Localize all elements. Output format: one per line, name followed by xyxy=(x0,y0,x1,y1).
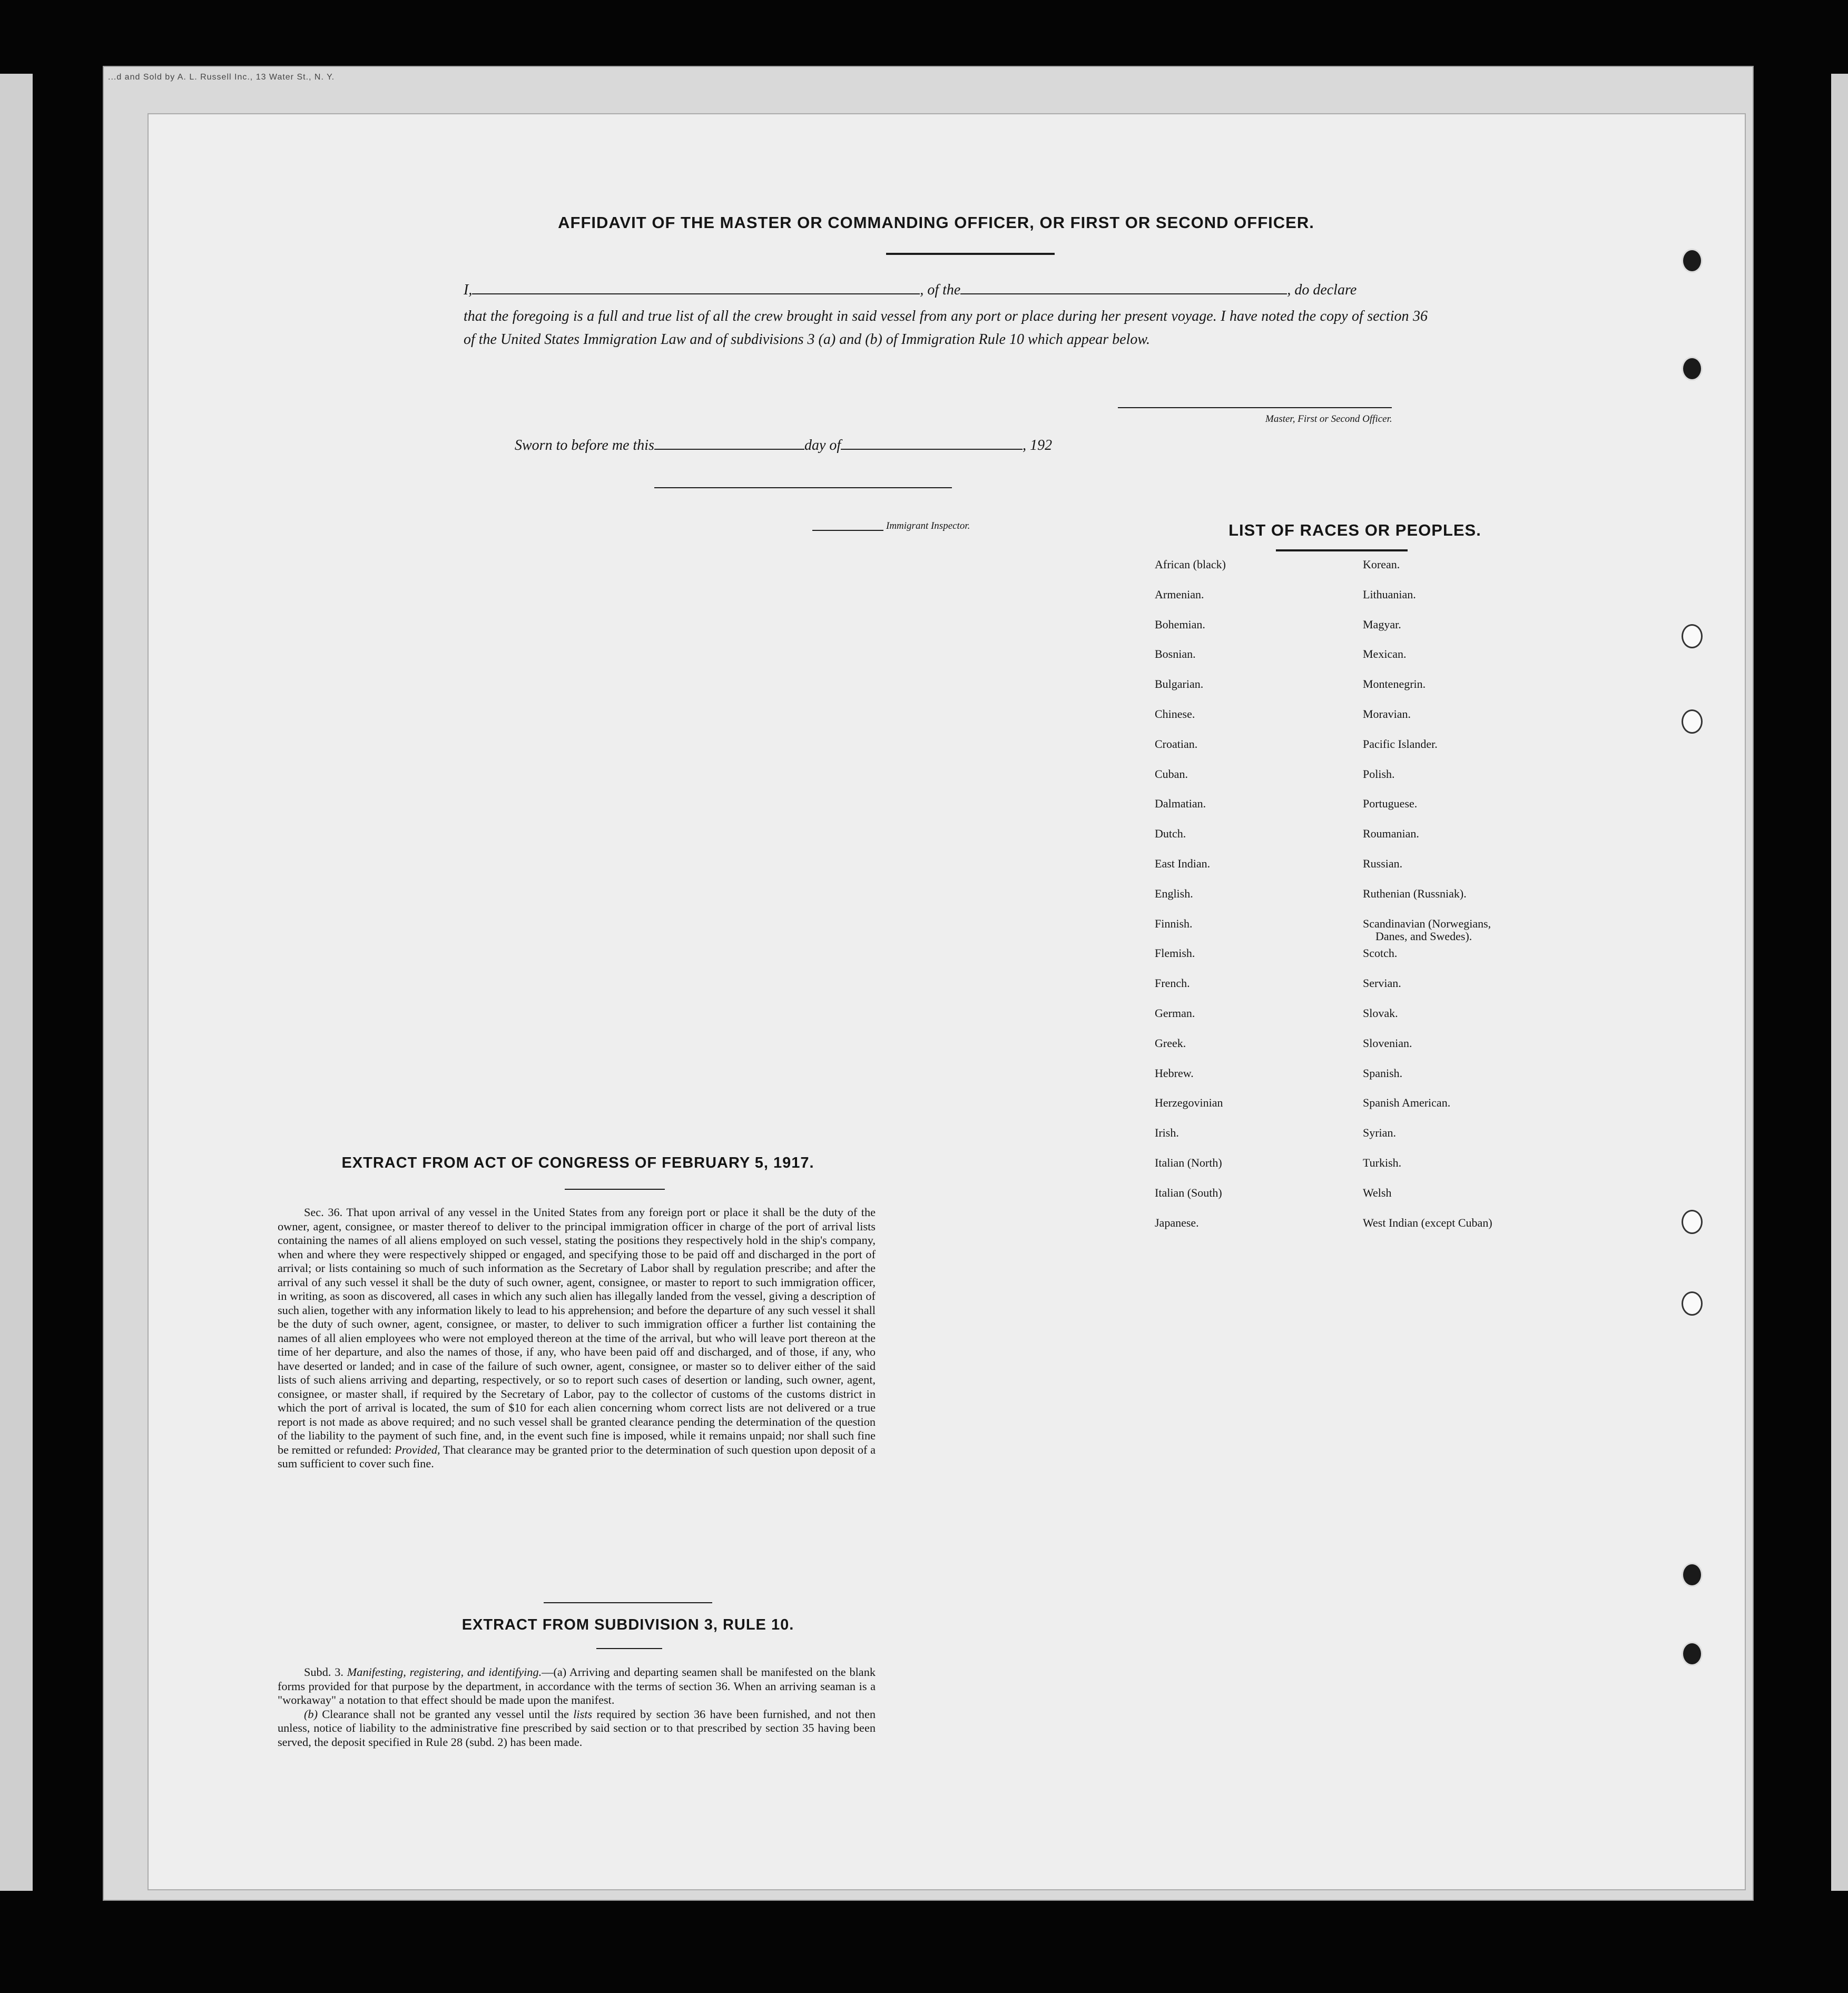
race-item: Lithuanian. xyxy=(1363,587,1416,601)
races-list-title: LIST OF RACES OR PEOPLES. xyxy=(1228,521,1481,539)
officer-name-field[interactable] xyxy=(472,282,920,294)
punch-hole xyxy=(1682,1563,1703,1587)
race-item: Russian. xyxy=(1363,856,1403,870)
punch-hole xyxy=(1682,1210,1703,1234)
race-item: African (black) xyxy=(1155,558,1226,571)
race-item: Magyar. xyxy=(1363,617,1401,631)
race-item: French. xyxy=(1155,976,1190,990)
affidavit-declaration-line: I, , of the , do declare xyxy=(464,282,1357,298)
race-item: Pacific Islander. xyxy=(1363,737,1438,751)
race-item: Spanish American. xyxy=(1363,1096,1451,1110)
race-item: Finnish. xyxy=(1155,916,1193,930)
extract-act-body: Sec. 36. That upon arrival of any vessel in the United States from any foreign port or place it shall be the duty of the owner, agent, consignee, or master thereof to deliver to the principal immigration officer in charge of the port of arrival lists containing the names of all aliens employed on such vessel, stating the positions they respectively hold in the ship's company, when and where they were respectively shipped or engaged, and specifying those to be paid off and discharged in the port of arrival; or lists containing so much of such information as the Secretary of Labor shall by regulation prescribe; and after the arrival of any such vessel it shall be the duty of such owner, agent, consignee, or master to report to such immigration officer, in writing, as soon as discovered, all cases in which any such alien has illegally landed from the vessel, giving a description of such alien, together with any information likely to lead to his apprehension; and before the departure of any such vessel it shall be the duty of such owner, agent, consignee, or master, to deliver to such immigration officer a further list containing the names of all alien employees who were not employed thereon at the time of the arrival, but who will leave port thereon at the time of her departure, and also the names of those, if any, who have been paid off and discharged, and of those, if any, who have deserted or landed; and in case of the failure of such owner, agent, consignee, or master so to deliver either of the said lists of such aliens arriving and departing, respectively, or so to report such cases of desertion or landing, such owner, agent, consignee, or master shall, if required by the Secretary of Labor, pay to the collector of customs of the customs district in which the port of arrival is located, the sum of $10 for each alien concerning whom correct lists are not delivered or a true report is not made as above required; and no such vessel shall be granted clearance pending the determination of the question of the liability to the payment of such fine, and, in the event such fine is imposed, while it remains unpaid; nor shall such fine be remitted or refunded: Provided, That clearance may be granted prior to the determination of such question upon deposit of a sum sufficient to cover such fine. xyxy=(278,1206,876,1470)
punch-hole xyxy=(1682,1291,1703,1316)
affidavit-page xyxy=(148,113,1746,1890)
race-item: Slovenian. xyxy=(1363,1036,1412,1050)
race-item: Italian (North) xyxy=(1155,1156,1222,1169)
extract-rule-top-rule xyxy=(544,1602,712,1603)
punch-hole xyxy=(1682,1642,1703,1666)
extract-rule-title: EXTRACT FROM SUBDIVISION 3, RULE 10. xyxy=(461,1616,794,1633)
race-item: Bosnian. xyxy=(1155,647,1196,661)
printer-imprint: ...d and Sold by A. L. Russell Inc., 13 Water St., N. Y. xyxy=(108,73,335,82)
race-item: Korean. xyxy=(1363,558,1400,571)
race-item: Welsh xyxy=(1363,1186,1392,1199)
race-item: Slovak. xyxy=(1363,1006,1398,1020)
race-item: Bohemian. xyxy=(1155,617,1205,631)
race-item: Turkish. xyxy=(1363,1156,1402,1169)
affidavit-statement: that the foregoing is a full and true list of all the crew brought in said vessel from any port or place during her present voyage. I have noted the copy of section 36 of the United States Immigration Law and of subdivisions 3 (a) and (b) of Immigration Rule 10 which appear below. xyxy=(464,308,1428,348)
affidavit-title-rule xyxy=(886,253,1055,255)
punch-hole xyxy=(1682,624,1703,648)
races-column-left xyxy=(1155,558,1226,1246)
race-item: Hebrew. xyxy=(1155,1066,1194,1080)
affidavit-title: AFFIDAVIT OF THE MASTER OR COMMANDING OFFICER, OR FIRST OR SECOND OFFICER. xyxy=(558,213,1314,232)
race-item: Mexican. xyxy=(1363,647,1407,661)
race-item: Servian. xyxy=(1363,976,1401,990)
races-column-right xyxy=(1363,558,1492,1246)
race-item: West Indian (except Cuban) xyxy=(1363,1216,1492,1229)
race-item: German. xyxy=(1155,1006,1195,1020)
extract-act-title: EXTRACT FROM ACT OF CONGRESS OF FEBRUARY 5, 1917. xyxy=(341,1155,814,1171)
sworn-day-field[interactable] xyxy=(654,437,804,450)
race-item: Armenian. xyxy=(1155,587,1204,601)
extract-rule-rule xyxy=(596,1648,662,1649)
extract-act-rule xyxy=(565,1189,665,1190)
race-item: Irish. xyxy=(1155,1126,1179,1140)
master-signature-label: Master, First or Second Officer. xyxy=(1265,413,1392,425)
inspector-label: Immigrant Inspector. xyxy=(886,520,970,531)
race-item: Syrian. xyxy=(1363,1126,1396,1140)
race-item: Moravian. xyxy=(1363,707,1411,721)
punch-hole xyxy=(1682,357,1703,381)
race-item: Roumanian. xyxy=(1363,827,1419,841)
punch-hole xyxy=(1682,709,1703,734)
races-title-rule xyxy=(1276,549,1408,551)
adjacent-page-sliver-left xyxy=(0,74,33,1891)
race-item: East Indian. xyxy=(1155,856,1211,870)
race-item: Herzegovinian xyxy=(1155,1096,1223,1110)
vessel-name-field[interactable] xyxy=(960,282,1287,294)
race-item: Montenegrin. xyxy=(1363,677,1426,691)
adjacent-page-sliver-right xyxy=(1831,74,1848,1891)
race-item: Croatian. xyxy=(1155,737,1198,751)
race-item: Dutch. xyxy=(1155,827,1186,841)
sworn-month-field[interactable] xyxy=(841,437,1023,450)
inspector-short-line xyxy=(812,530,883,531)
inspector-signature-line[interactable] xyxy=(654,487,952,488)
race-item: Portuguese. xyxy=(1363,797,1418,811)
race-item: Scotch. xyxy=(1363,946,1398,960)
race-item: Cuban. xyxy=(1155,767,1188,781)
race-item: Chinese. xyxy=(1155,707,1195,721)
race-item: Flemish. xyxy=(1155,946,1195,960)
race-item-scandinavian: Scandinavian (Norwegians, Danes, and Swedes). xyxy=(1363,916,1491,943)
race-item: Japanese. xyxy=(1155,1216,1199,1229)
race-item: Ruthenian (Russniak). xyxy=(1363,886,1467,900)
race-item: Bulgarian. xyxy=(1155,677,1204,691)
race-item: English. xyxy=(1155,886,1193,900)
sworn-line: Sworn to before me this day of , 192 xyxy=(515,437,1053,453)
extract-rule-body: Subd. 3. Manifesting, registering, and identifying.—(a) Arriving and departing seamen shall be manifested on the blank forms provided for that purpose by the department, in accordance with the terms of section 36. When an arriving seaman is a "workaway" a notation to that effect should be made upon the manifest. (b) Clearance shall not be granted any vessel until the lists required by section 36 have been furnished, and not then unless, notice of liability to the administrative fine prescribed by said section or to that prescribed by section 35 having been served, the deposit specified in Rule 28 (subd. 2) has been made. xyxy=(278,1665,876,1749)
race-item: Polish. xyxy=(1363,767,1395,781)
race-item: Greek. xyxy=(1155,1036,1186,1050)
race-item: Dalmatian. xyxy=(1155,797,1206,811)
punch-hole xyxy=(1682,249,1703,273)
master-signature-line[interactable] xyxy=(1118,407,1392,408)
race-item: Italian (South) xyxy=(1155,1186,1222,1199)
race-item: Spanish. xyxy=(1363,1066,1403,1080)
